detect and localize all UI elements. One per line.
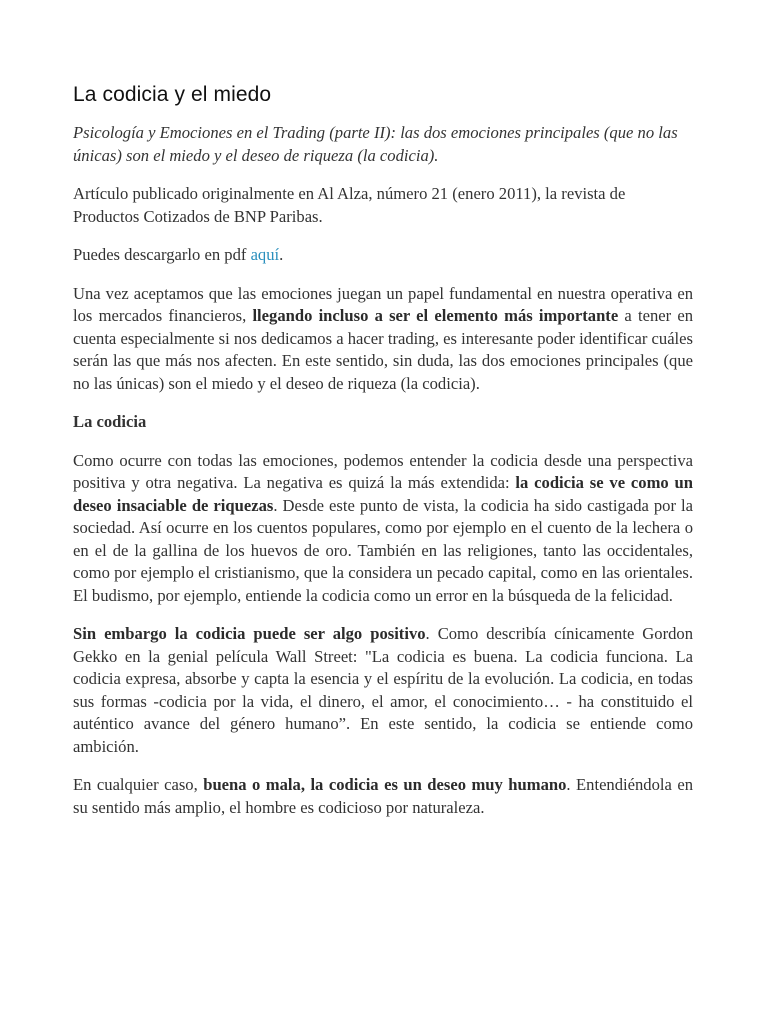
article-subtitle: Psicología y Emociones en el Trading (parte II): las dos emociones principales (que no las únicas) son el miedo y el deseo de riqueza (la codicia).: [73, 123, 678, 165]
paragraph-conclusion-text: En cualquier caso,: [73, 775, 204, 794]
page-title: La codicia y el miedo: [73, 83, 272, 106]
paragraph-positive: [73, 623, 693, 758]
paragraph-positive-text: . Como describía cínicamente Gordon Gekko en la genial película Wall Street: "La codicia es buena. La codicia funciona. La codicia expresa, absorbe y capta la esencia y el espíritu de la evolución. La codicia, en todas sus formas -codicia por la vida, el dinero, el amor, el conocimiento… - ha constituido el auténtico avance del género humano”. En este sentido, la codicia se entiende como ambición.: [73, 624, 694, 756]
paragraph-positive-emphasis: Sin embargo la codicia puede ser algo positivo: [73, 624, 426, 643]
paragraph-negative: [73, 450, 693, 608]
intro-emphasis: llegando incluso a ser el elemento más importante: [252, 306, 619, 325]
publication-note: Artículo publicado originalmente en Al Alza, número 21 (enero 2011), la revista de Productos Cotizados de BNP Paribas.: [73, 184, 626, 226]
paragraph-negative-text: Como ocurre con todas las emociones, podemos entender la codicia desde una perspectiva positiva y otra negativa. La negativa es quizá la más extendida:: [73, 450, 693, 492]
paragraph-conclusion-text-end: . Entendiéndola en su sentido más amplio, el hombre es codicioso por naturaleza.: [73, 775, 694, 817]
paragraph-negative-text-end: . Desde este punto de vista, la codicia ha sido castigada por la sociedad. Así ocurre en los cuentos populares, como por ejemplo en el cuento de la lechera o en el de la gallina de los huevos de oro. También en las religiones, tanto las occidentales, como por ejemplo el cristianismo, que la considera un pecado capital, como en las orientales. El budismo, por ejemplo, entiende la codicia como un error en la búsqueda de la felicidad.: [73, 495, 693, 605]
section-heading: La codicia: [73, 412, 147, 431]
intro-text: Una vez aceptamos que las emociones juegan un papel fundamental en nuestra operativa en los mercados financieros,: [73, 283, 693, 325]
paragraph-conclusion: [73, 774, 693, 819]
download-pdf-link[interactable]: aquí: [250, 245, 280, 264]
download-text: Puedes descargarlo en pdf: [73, 245, 251, 264]
download-text-end: .: [279, 245, 284, 264]
paragraph-negative-emphasis: la codicia se ve como un deseo insaciable de riquezas: [73, 473, 693, 515]
article: [73, 82, 693, 835]
intro-text-end: a tener en cuenta especialmente si nos dedicamos a hacer trading, es interesante poder identificar cuáles serán las que más nos afecten. En este sentido, sin duda, las dos emociones principales (que no las únicas) son el miedo y el deseo de riqueza (la codicia).: [73, 306, 693, 393]
paragraph-conclusion-emphasis: buena o mala, la codicia es un deseo muy humano: [203, 775, 567, 794]
download-paragraph: [73, 244, 693, 267]
intro-paragraph: [73, 283, 693, 396]
